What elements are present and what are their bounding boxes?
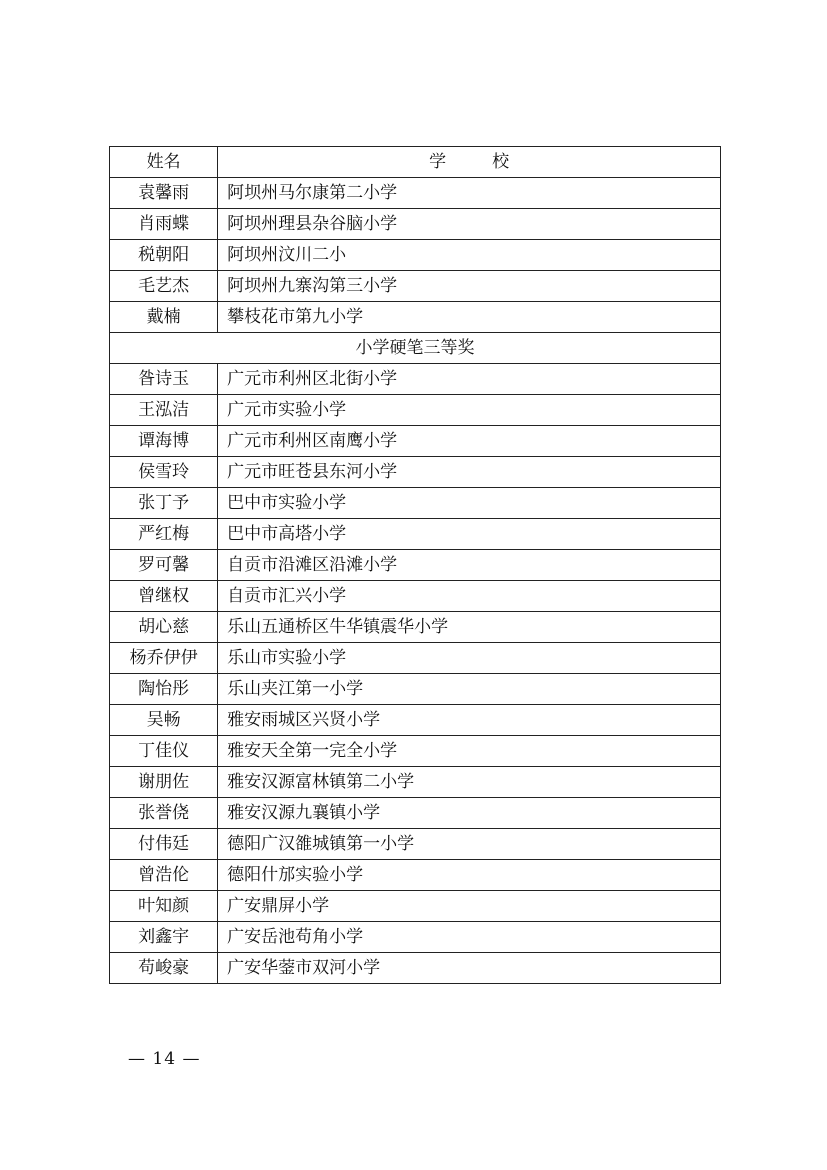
student-name: 毛艺杰 — [110, 271, 218, 302]
school-column-header: 学校 — [218, 147, 721, 178]
student-name: 胡心慈 — [110, 612, 218, 643]
table-row — [110, 488, 721, 519]
table-row — [110, 798, 721, 829]
page-number: — 14 — — [128, 1049, 201, 1069]
student-name: 曾浩伦 — [110, 860, 218, 891]
name-column-header: 姓名 — [110, 147, 218, 178]
table-row — [110, 178, 721, 209]
table-row — [110, 240, 721, 271]
student-name: 税朝阳 — [110, 240, 218, 271]
table-row — [110, 953, 721, 984]
school-name: 德阳什邡实验小学 — [218, 860, 721, 891]
table-row — [110, 736, 721, 767]
school-name: 乐山五通桥区牛华镇震华小学 — [218, 612, 721, 643]
student-name: 谢朋佐 — [110, 767, 218, 798]
student-name: 杨乔伊伊 — [110, 643, 218, 674]
table-row — [110, 209, 721, 240]
school-name: 自贡市沿滩区沿滩小学 — [218, 550, 721, 581]
student-name: 袁馨雨 — [110, 178, 218, 209]
school-name: 广元市实验小学 — [218, 395, 721, 426]
table-row — [110, 829, 721, 860]
school-name: 阿坝州马尔康第二小学 — [218, 178, 721, 209]
header-row — [110, 147, 721, 178]
award-section-title: 小学硬笔三等奖 — [110, 333, 721, 364]
school-name: 阿坝州理县杂谷脑小学 — [218, 209, 721, 240]
school-name: 自贡市汇兴小学 — [218, 581, 721, 612]
student-name: 曾继权 — [110, 581, 218, 612]
table-row — [110, 519, 721, 550]
table-row — [110, 860, 721, 891]
school-name: 阿坝州九寨沟第三小学 — [218, 271, 721, 302]
student-name: 谭海博 — [110, 426, 218, 457]
student-name: 罗可馨 — [110, 550, 218, 581]
table-row — [110, 767, 721, 798]
school-name: 雅安汉源九襄镇小学 — [218, 798, 721, 829]
student-name: 付伟廷 — [110, 829, 218, 860]
student-name: 苟峻豪 — [110, 953, 218, 984]
school-name: 攀枝花市第九小学 — [218, 302, 721, 333]
table-row — [110, 705, 721, 736]
table-row — [110, 581, 721, 612]
school-name: 乐山夹江第一小学 — [218, 674, 721, 705]
table-row — [110, 426, 721, 457]
student-name: 叶知颜 — [110, 891, 218, 922]
table-row — [110, 674, 721, 705]
student-name: 陶怡彤 — [110, 674, 218, 705]
school-name: 广元市旺苍县东河小学 — [218, 457, 721, 488]
student-name: 昝诗玉 — [110, 364, 218, 395]
school-name: 广安鼎屏小学 — [218, 891, 721, 922]
student-name: 严红梅 — [110, 519, 218, 550]
table-row — [110, 550, 721, 581]
school-name: 阿坝州汶川二小 — [218, 240, 721, 271]
student-name: 吴畅 — [110, 705, 218, 736]
school-name: 广安岳池苟角小学 — [218, 922, 721, 953]
school-name: 乐山市实验小学 — [218, 643, 721, 674]
student-name: 丁佳仪 — [110, 736, 218, 767]
student-name: 戴楠 — [110, 302, 218, 333]
table-row — [110, 302, 721, 333]
table-row — [110, 643, 721, 674]
student-name: 刘鑫宇 — [110, 922, 218, 953]
table-row — [110, 271, 721, 302]
school-name: 巴中市高塔小学 — [218, 519, 721, 550]
school-name: 雅安雨城区兴贤小学 — [218, 705, 721, 736]
student-name: 张丁予 — [110, 488, 218, 519]
school-name: 广元市利州区北街小学 — [218, 364, 721, 395]
table-row — [110, 891, 721, 922]
school-name: 广安华蓥市双河小学 — [218, 953, 721, 984]
school-name: 巴中市实验小学 — [218, 488, 721, 519]
school-name: 雅安天全第一完全小学 — [218, 736, 721, 767]
table-row — [110, 395, 721, 426]
table-row — [110, 364, 721, 395]
section-row — [110, 333, 721, 364]
table-row — [110, 612, 721, 643]
school-name: 雅安汉源富林镇第二小学 — [218, 767, 721, 798]
table-row — [110, 922, 721, 953]
student-name: 侯雪玲 — [110, 457, 218, 488]
table-row — [110, 457, 721, 488]
school-name: 德阳广汉雒城镇第一小学 — [218, 829, 721, 860]
table-body — [110, 178, 721, 984]
award-table — [109, 146, 721, 984]
school-name: 广元市利州区南鹰小学 — [218, 426, 721, 457]
student-name: 王泓洁 — [110, 395, 218, 426]
student-name: 肖雨蝶 — [110, 209, 218, 240]
student-name: 张誉侥 — [110, 798, 218, 829]
